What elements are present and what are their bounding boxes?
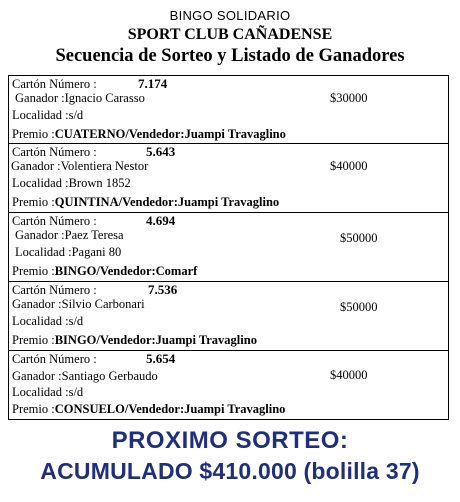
premio-row [12, 127, 286, 141]
ganador-label: Ganador : [15, 228, 65, 242]
localidad-label: Localidad : [12, 176, 69, 190]
premio-row [12, 264, 197, 278]
premio-label: Premio : [12, 264, 55, 278]
localidad-label: Localidad : [12, 385, 69, 399]
localidad-value: s/d [68, 314, 84, 328]
ganador-label: Ganador : [12, 297, 62, 311]
premio-row [12, 402, 285, 416]
ganador-name: Volentiera Nestor [60, 159, 149, 173]
winner-card [8, 213, 449, 282]
carton-label: Cartón Número : [12, 283, 97, 297]
page-subtitle: Secuencia de Sorteo y Listado de Ganadores [55, 46, 405, 66]
ganador-label: Ganador : [15, 91, 65, 105]
event-title: BINGO SOLIDARIO [169, 8, 291, 23]
premio-value: BINGO/Vendedor:Juampi Travaglino [54, 333, 257, 347]
carton-number: 4.694 [146, 213, 176, 228]
premio-label: Premio : [12, 127, 55, 141]
localidad-label: Localidad : [12, 314, 69, 328]
premio-value: CONSUELO/Vendedor:Juampi Travaglino [54, 402, 286, 416]
prize-amount: $40000 [330, 159, 368, 173]
carton-number: 5.654 [146, 351, 176, 366]
carton-number: 5.643 [146, 144, 176, 159]
premio-value: CUATERNO/Vendedor:Juampi Travaglino [54, 127, 286, 141]
ganador-row [15, 91, 145, 105]
localidad-row [15, 245, 121, 259]
localidad-value: s/d [68, 385, 84, 399]
carton-label: Cartón Número : [12, 214, 97, 228]
premio-label: Premio : [12, 333, 55, 347]
next-draw-title: PROXIMO SORTEO: [111, 427, 349, 454]
winner-card [8, 144, 449, 213]
winners-list [8, 75, 449, 420]
prize-amount: $50000 [340, 300, 378, 314]
ganador-row [15, 228, 124, 242]
ganador-name: Ignacio Carasso [64, 91, 145, 105]
carton-label: Cartón Número : [12, 145, 97, 159]
carton-label: Cartón Número : [12, 352, 97, 366]
localidad-value: s/d [68, 108, 84, 122]
winner-card [8, 75, 449, 144]
premio-label: Premio : [12, 195, 55, 209]
winner-card [8, 282, 449, 351]
localidad-label: Localidad : [15, 245, 72, 259]
ganador-name: Paez Teresa [64, 228, 124, 242]
localidad-row [12, 385, 83, 399]
localidad-row [12, 314, 83, 328]
premio-value: QUINTINA/Vendedor:Juampi Travaglino [54, 195, 280, 209]
carton-number: 7.174 [138, 76, 168, 91]
club-name: SPORT CLUB CAÑADENSE [127, 26, 333, 43]
ganador-name: Silvio Carbonari [61, 297, 145, 311]
prize-amount: $50000 [340, 231, 378, 245]
jackpot-text: ACUMULADO $410.000 (bolilla 37) [40, 458, 420, 484]
winner-card [8, 351, 449, 420]
localidad-row [12, 108, 83, 122]
ganador-row [12, 297, 145, 311]
ganador-name: Santiago Gerbaudo [61, 369, 158, 383]
premio-label: Premio : [12, 402, 55, 416]
localidad-value: Brown 1852 [68, 176, 131, 190]
ganador-row [11, 159, 148, 173]
premio-row [12, 333, 257, 347]
page-header [0, 0, 460, 66]
carton-number: 7.536 [148, 282, 178, 297]
ganador-label: Ganador : [12, 369, 62, 383]
prize-amount: $30000 [330, 91, 368, 105]
premio-row [12, 195, 279, 209]
premio-value: BINGO/Vendedor:Comarf [54, 264, 198, 278]
carton-label: Cartón Número : [12, 77, 97, 91]
ganador-row [12, 369, 158, 383]
localidad-label: Localidad : [12, 108, 69, 122]
prize-amount: $40000 [330, 368, 368, 382]
ganador-label: Ganador : [11, 159, 61, 173]
localidad-value: Pagani 80 [71, 245, 122, 259]
localidad-row [12, 176, 131, 190]
